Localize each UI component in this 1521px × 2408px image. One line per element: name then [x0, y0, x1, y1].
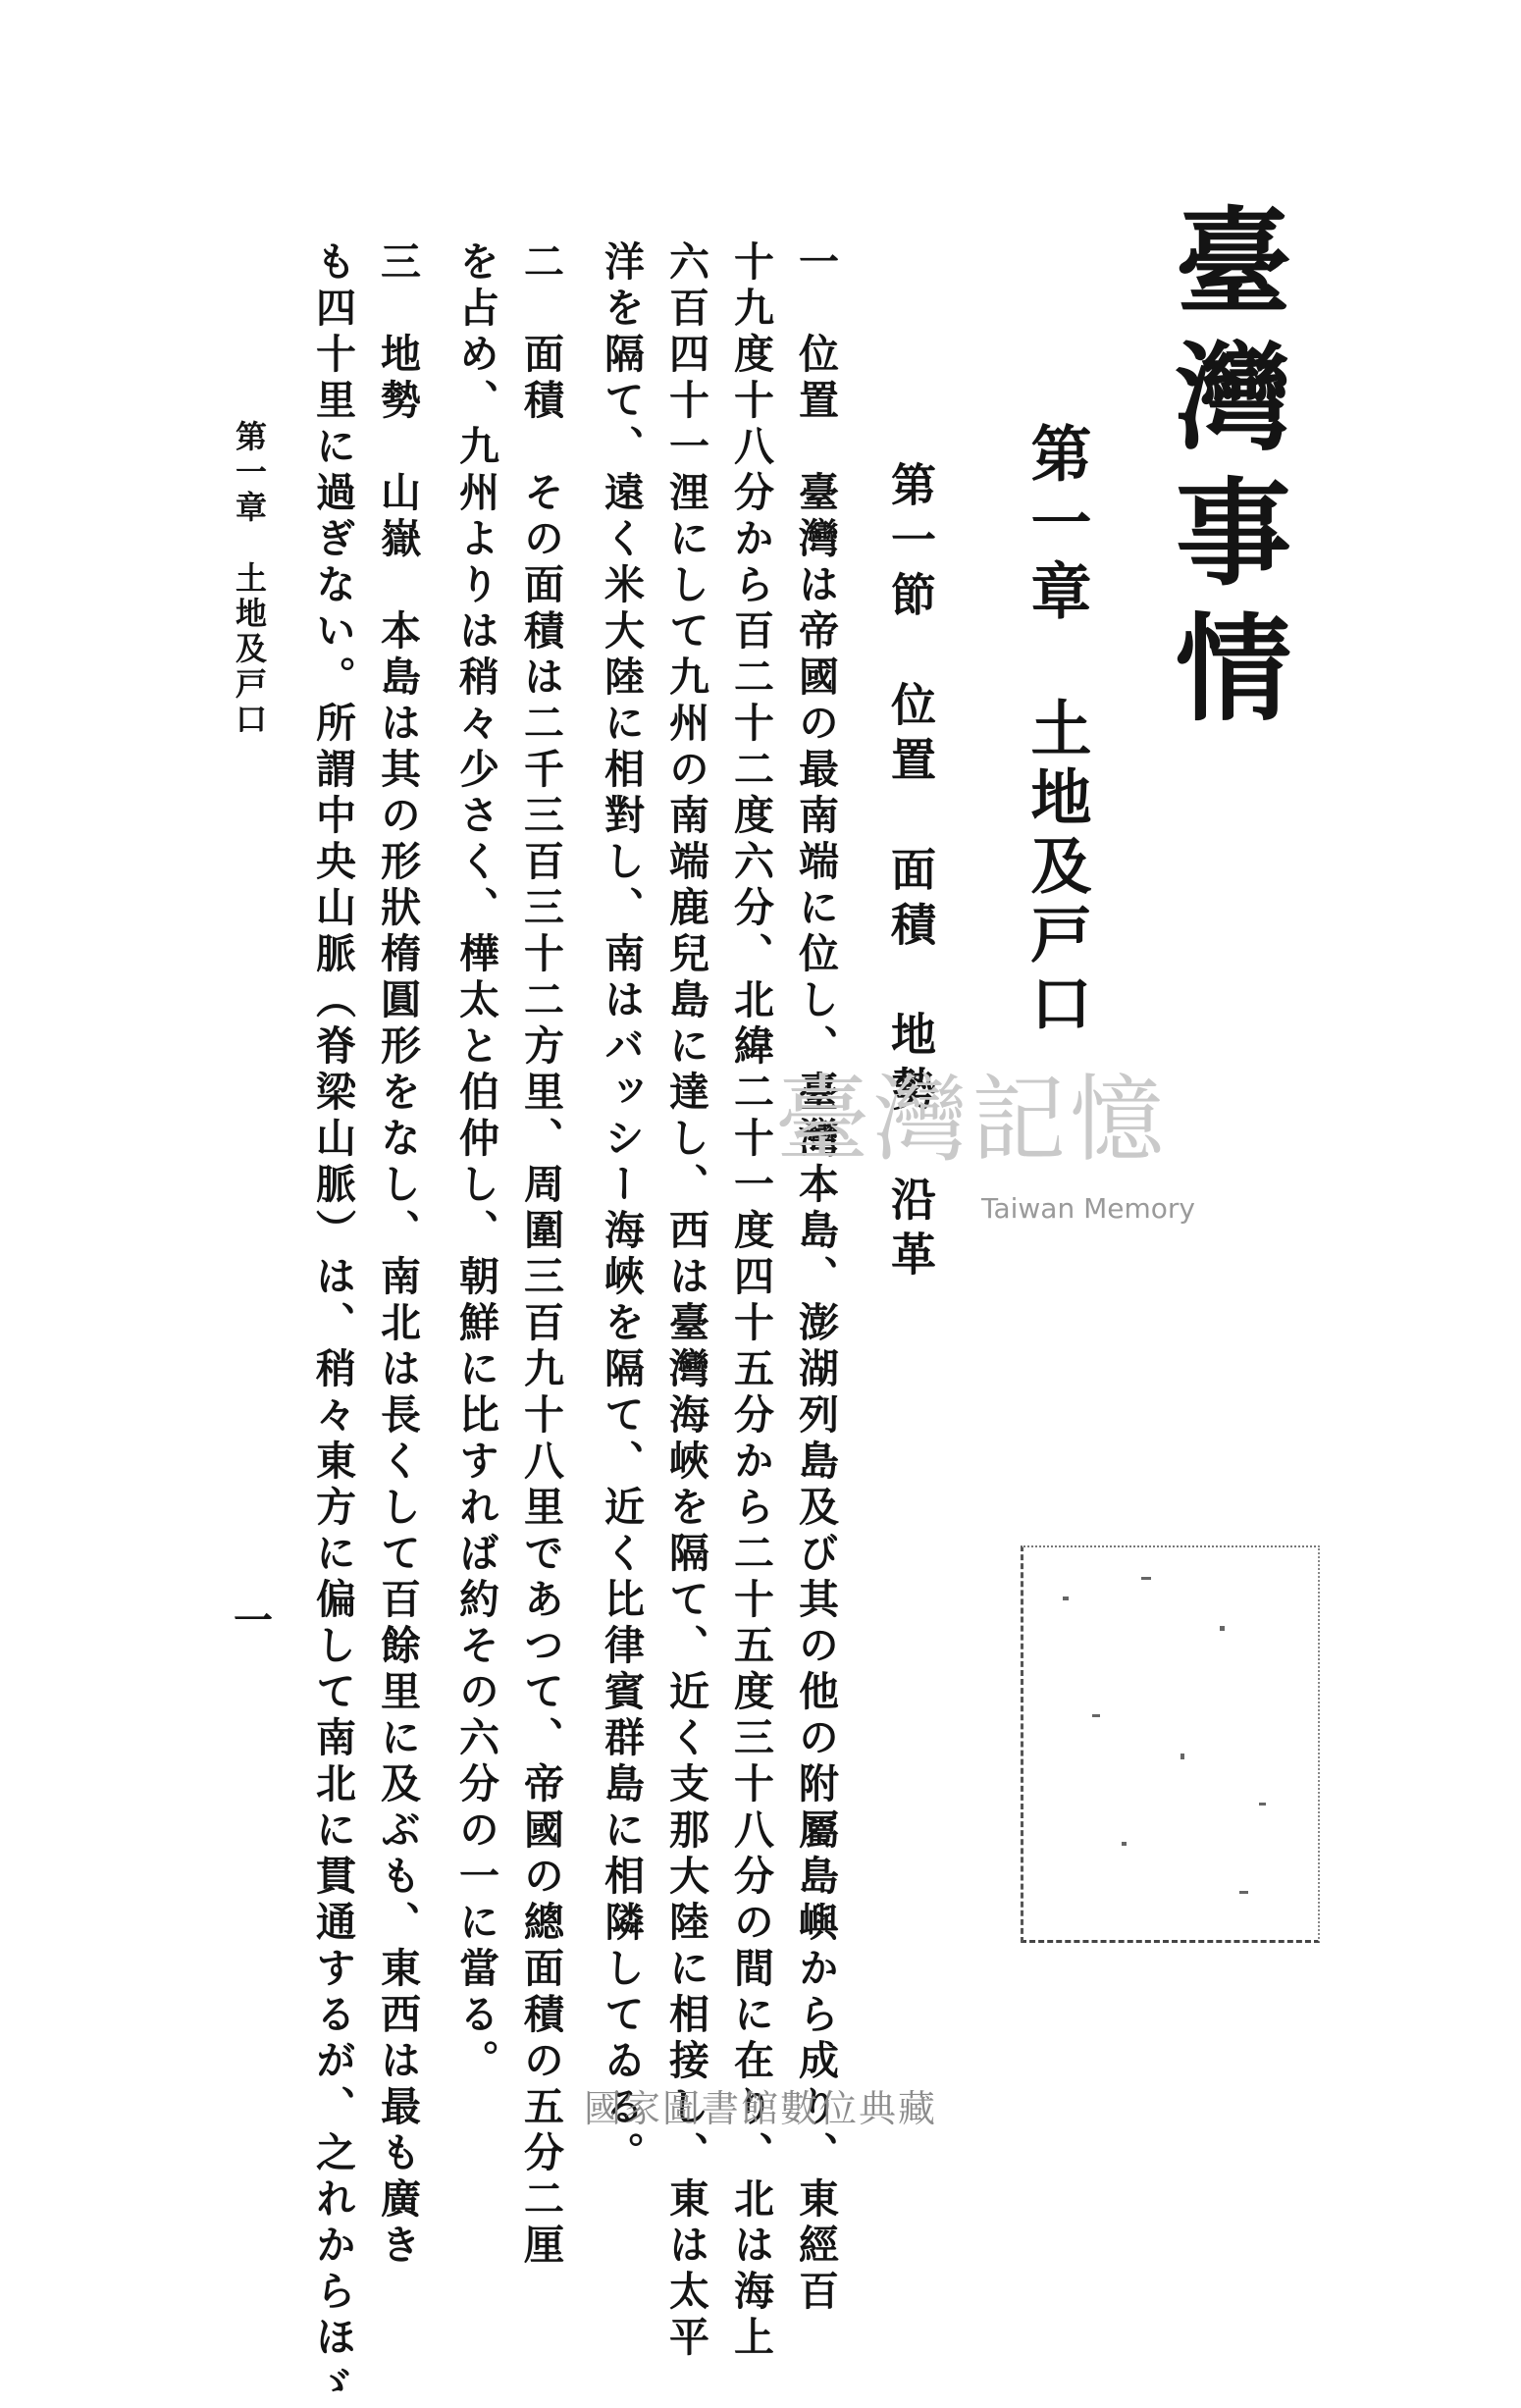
body-line — [792, 240, 839, 2316]
watermark-logo: 臺灣記憶 — [775, 1065, 1168, 1175]
line-text: 洋を隔て、遠く米大陸に相對し、南はバッシー海峽を隔て、近く比律賓群島に相隣してゐる。 — [598, 240, 645, 2177]
running-footer: 第一章 土地及戸口 — [231, 420, 268, 738]
line-text: 臺灣は帝國の最南端に位し、臺灣本島、澎湖列島及び其の他の附屬島嶼から成り、東經百 — [792, 425, 839, 2316]
line-text: その面積は二千三百三十二方里、周圍三百九十八里であつて、帝國の總面積の五分二厘 — [517, 425, 564, 2270]
line-text: を占め、九州よりは稍々少さく、樺太と伯仲し、朝鮮に比すれば約その六分の一に當る。 — [452, 240, 499, 2085]
line-text: 十九度十八分から百二十二度六分、北緯二十一度四十五分から二十五度三十八分の間に在り、北は海上 — [727, 240, 774, 2362]
body-line — [662, 240, 709, 2362]
book-title: 臺灣事情 — [1156, 201, 1292, 743]
body-line — [727, 240, 774, 2362]
line-text: も四十里に過ぎない。所謂中央山脈（脊梁山脈）は、稍々東方に偏して南北に貫通するが、之れからほゞ — [309, 240, 356, 2408]
chapter-heading: 第一章 土地及戸口 — [1021, 422, 1092, 1040]
watermark-subtitle: Taiwan Memory — [981, 1192, 1195, 1225]
body-line — [452, 240, 499, 2085]
paragraph-heading: 二 面積 — [517, 240, 564, 425]
library-stamp — [1021, 1545, 1320, 1943]
paragraph-heading: 三 地勢 — [374, 240, 421, 425]
page-number: 一 — [234, 1597, 273, 1644]
paragraph-heading: 一 位置 — [792, 240, 839, 425]
body-line — [374, 240, 421, 2270]
body-line — [598, 240, 645, 2177]
library-credit: 國家圖書館數位典藏 — [583, 2087, 937, 2130]
watermark — [775, 1045, 1236, 1225]
body-line — [517, 240, 564, 2270]
line-text: 六百四十一浬にして九州の南端鹿兒島に達し、西は臺灣海峽を隔て、近く支那大陸に相接し、東は太平 — [662, 240, 709, 2362]
section-heading: 第一節 位置 面積 地勢 沿革 — [884, 461, 937, 1285]
line-text: 山嶽 本島は其の形狀楕圓形をなし、南北は長くして百餘里に及ぶも、東西は最も廣き — [374, 425, 421, 2270]
